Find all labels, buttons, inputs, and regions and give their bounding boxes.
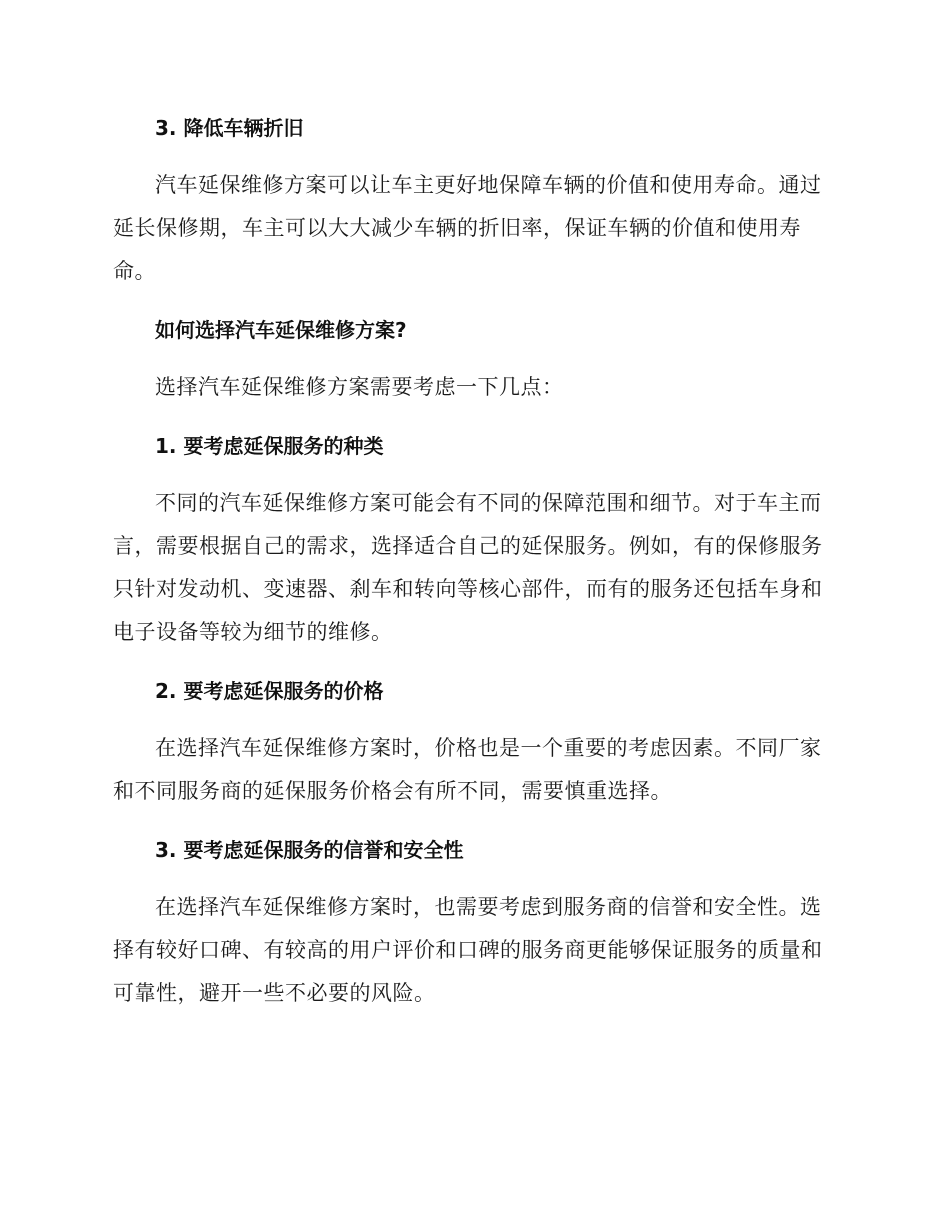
paragraph-choose-intro: 选择汽车延保维修方案需要考虑一下几点：: [155, 375, 564, 399]
heading-service-price: 2. 要考虑延保服务的价格: [155, 679, 384, 703]
paragraph-service-types-body: 不同的汽车延保维修方案可能会有不同的保障范围和细节。对于车主而言，需要根据自己的需求，选择适合自己的延保服务。例如，有的保修服务只针对发动机、变速器、刹车和转向等核心部件，而有的服务还包括车身和电子设备等较为细节的维修。: [113, 491, 823, 644]
paragraph-service-price-body: 在选择汽车延保维修方案时，价格也是一个重要的考虑因素。不同厂家和不同服务商的延保服务价格会有所不同，需要慎重选择。: [113, 736, 822, 803]
heading-service-types: 1. 要考虑延保服务的种类: [155, 434, 384, 458]
paragraph-reputation-safety-body: 在选择汽车延保维修方案时，也需要考虑到服务商的信誉和安全性。选择有较好口碑、有较高的用户评价和口碑的服务商更能够保证服务的质量和可靠性，避开一些不必要的风险。: [113, 895, 823, 1005]
paragraph-depreciation-body: 汽车延保维修方案可以让车主更好地保障车辆的价值和使用寿命。通过延长保修期，车主可以大大减少车辆的折旧率，保证车辆的价值和使用寿命。: [113, 173, 822, 283]
document-body: [113, 108, 833, 1032]
heading-how-to-choose: 如何选择汽车延保维修方案?: [155, 318, 407, 342]
heading-reduce-depreciation: 3. 降低车辆折旧: [155, 116, 304, 140]
heading-reputation-safety: 3. 要考虑延保服务的信誉和安全性: [155, 838, 464, 862]
